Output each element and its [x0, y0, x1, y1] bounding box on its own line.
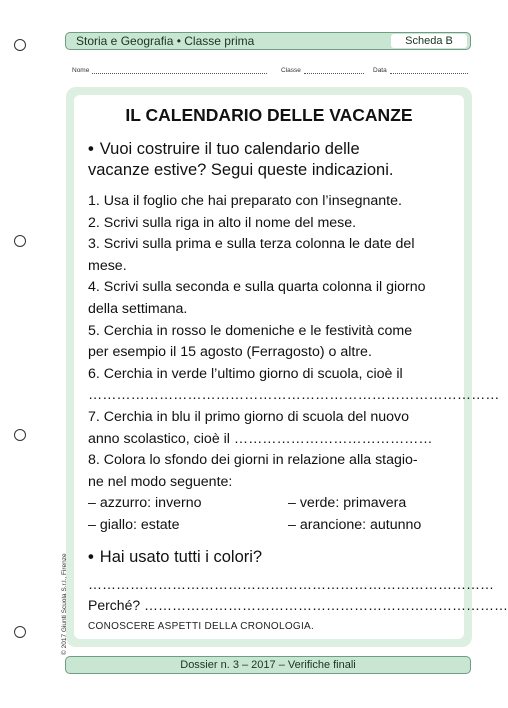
instruction-line: 2. Scrivi sulla riga in alto il nome del mese. — [88, 214, 357, 231]
data-field[interactable] — [373, 66, 468, 74]
instruction-line: 4. Scrivi sulla seconda e sulla quarta colonna il giorno — [88, 279, 426, 296]
instruction-line: 5. Cerchia in rosso le domeniche e le festività come — [88, 322, 413, 339]
scheda-label: Scheda B — [391, 34, 467, 48]
instructions-list — [88, 191, 500, 537]
data-line[interactable] — [390, 66, 468, 74]
worksheet-frame — [66, 87, 508, 647]
instruction-line: 3. Scrivi sulla prima e sulla terza colonna le date del — [88, 236, 415, 253]
nome-label: Nome — [72, 67, 90, 74]
footer-bar: Dossier n. 3 – 2017 – Verifiche finali — [65, 656, 471, 674]
season-spring: – verde: primavera — [288, 495, 407, 512]
question-1 — [88, 139, 458, 181]
binder-hole-top — [14, 39, 26, 51]
nome-line[interactable] — [92, 66, 267, 74]
student-fields — [72, 66, 470, 78]
learning-objective: CONOSCERE ASPETTI DELLA CRONOLOGIA. — [88, 621, 315, 632]
colors-answer-line[interactable]: …………………………………………………………………………… — [88, 576, 494, 592]
data-label: Data — [373, 67, 387, 74]
instruction-line: 7. Cerchia in blu il primo giorno di scuola del nuovo — [88, 408, 409, 425]
instruction-line: 6. Cerchia in verde l’ultimo giorno di scuola, cioè il — [88, 365, 403, 382]
header-bar — [65, 32, 471, 50]
classe-field[interactable] — [281, 66, 364, 74]
classe-line[interactable] — [304, 66, 364, 74]
copyright-notice: © 2017 Giunti Scuola S.r.l., Firenze — [61, 553, 68, 655]
worksheet-title: IL CALENDARIO DELLE VACANZE — [125, 105, 413, 125]
instruction-line: mese. — [88, 257, 127, 274]
last-school-day-answer[interactable]: …………………………………………………………………………… — [88, 387, 500, 404]
season-row — [88, 515, 458, 537]
binder-hole-bottom — [14, 626, 26, 638]
binder-hole-upper-middle — [14, 235, 26, 247]
instruction-line: per esempio il 15 agosto (Ferragosto) o altre. — [88, 344, 372, 361]
question-2-text: Hai usato tutti i colori? — [99, 548, 263, 566]
nome-field[interactable] — [72, 66, 267, 74]
instruction-line: ne nel modo seguente: — [88, 473, 233, 490]
season-summer: – giallo: estate — [88, 516, 180, 533]
first-school-day-answer[interactable]: anno scolastico, cioè il …………………………………… — [88, 430, 433, 447]
classe-label: Classe — [281, 67, 301, 74]
instruction-line: 1. Usa il foglio che hai preparato con l’insegnante. — [88, 193, 402, 209]
instruction-line: 8. Colora lo sfondo dei giorni in relazione alla stagio- — [88, 452, 418, 469]
season-row — [88, 493, 458, 515]
question-2 — [88, 547, 458, 568]
instruction-line: della settimana. — [88, 300, 188, 317]
question-1-line-2: vacanze estive? Segui queste indicazioni. — [88, 161, 394, 179]
perche-answer-line[interactable]: Perché? …………………………………………………………………… — [88, 597, 508, 613]
bullet-icon: • — [88, 140, 94, 158]
question-1-line-1: • Vuoi costruire il tuo calendario delle — [88, 140, 360, 158]
binder-hole-lower-middle — [14, 429, 26, 441]
worksheet-body — [74, 95, 508, 639]
bullet-icon: • — [88, 548, 94, 566]
subject-title: Storia e Geografia • Classe prima — [76, 34, 255, 48]
season-winter: – azzurro: inverno — [88, 495, 202, 512]
season-autumn: – arancione: autunno — [288, 516, 422, 533]
